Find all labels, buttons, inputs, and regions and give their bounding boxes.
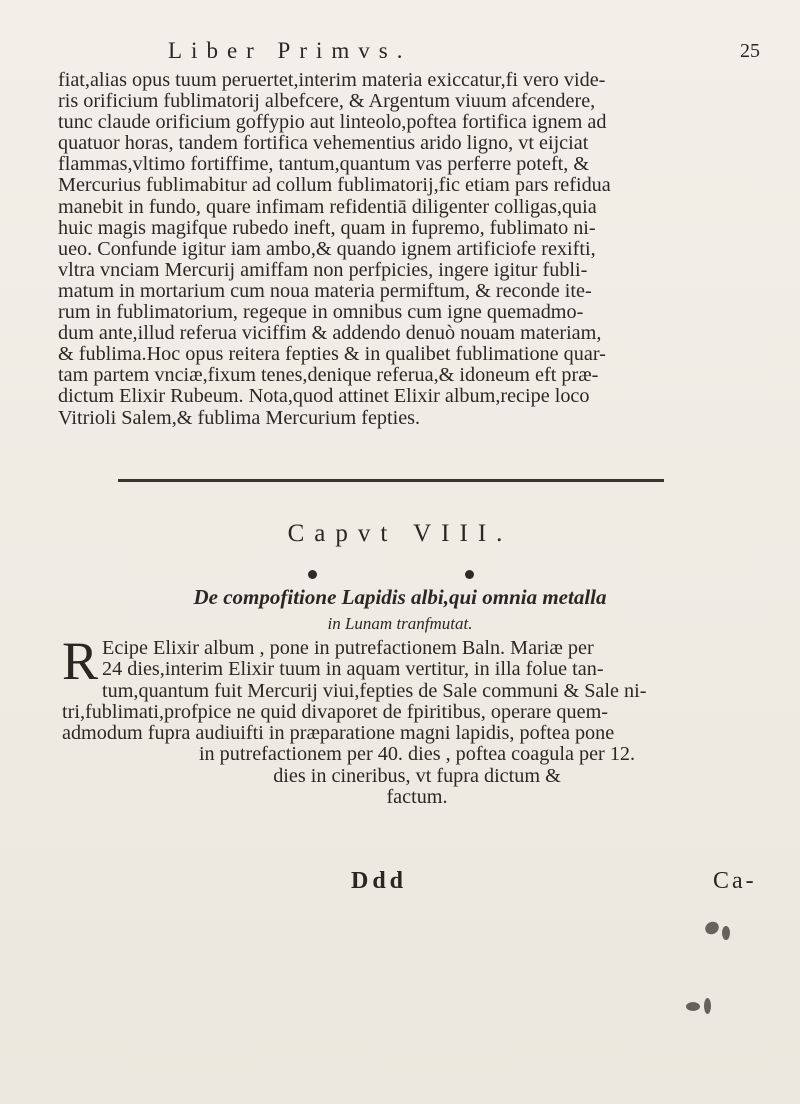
text-line: fiat,alias opus tuum peruertet,interim materia exiccatur,fi vero vide- [58,69,606,91]
running-head [168,38,760,68]
text-line: vltra vnciam Mercurij amiffam non perfpicies, ingere igitur fubli- [58,258,588,281]
section-divider-rule [118,479,664,482]
page-number: 25 [740,40,760,62]
text-line: manebit in fundo, quare infimam refidentiā diligenter colligas,quia [58,195,597,218]
catchword: Ca- [713,868,757,894]
main-text-block [58,70,770,429]
drop-cap: R [62,631,99,691]
signature-mark: Ddd [351,868,408,894]
ornament-dot [308,570,317,579]
text-line: dictum Elixir Rubeum. Nota,quod attinet Elixir album,recipe loco [58,385,590,408]
text-line: & fublima.Hoc opus reitera fepties & in qualibet fublimatione quar- [58,343,606,366]
recipe-paragraph [62,631,772,809]
text-line: Vitrioli Salem,& fublima Mercurium fepties. [58,406,421,429]
text-line: flammas,vltimo fortiffime, tantum,quantum vas perferre poteft, & [58,153,590,176]
text-line: Ecipe Elixir album , pone in putrefactionem Baln. Mariæ per [102,637,594,659]
text-line: tri,fublimati,profpice ne quid divaporet de fpiritibus, operare quem- [62,700,609,723]
text-line: rum in fublimatorium, regeque in omnibus cum igne quemadmo- [58,301,584,324]
chapter-title-continued: in Lunam tranfmutat. [327,614,473,633]
text-line: tam partem vnciæ,fixum tenes,denique referua,& idoneum eft præ- [58,364,599,387]
chapter-heading: Capvt VIII. [287,520,513,547]
text-line: tum,quantum fuit Mercurij viui,fepties de Sale communi & Sale ni- [102,679,647,702]
text-line: 24 dies,interim Elixir tuum in aquam vertitur, in illa folue tan- [102,658,604,681]
running-head-title: Liber Primvs. [168,38,412,63]
text-line: dies in cineribus, vt fupra dictum & [273,764,561,787]
text-line: quatuor horas, tandem fortifica vehementius arido ligno, vt eijciat [58,132,589,155]
ornament-dot [465,570,474,579]
text-line: in putrefactionem per 40. dies , poftea coagula per 12. [198,743,636,766]
chapter-title: De compofitione Lapidis albi,qui omnia metalla [193,585,607,609]
ink-stain [686,1002,700,1011]
text-line: Mercurius fublimabitur ad collum fublimatorij,fic etiam pars refidua [58,174,611,197]
text-line: admodum fupra audiuifti in præparatione magni lapidis, poftea pone [62,722,615,745]
text-line: dum ante,illud referua viciffim & addendo denuò nouam materiam, [58,322,602,345]
ornament-dots [0,568,800,582]
ink-stain [703,919,721,936]
text-line: ris orificium fublimatorij albefcere, & Argentum viuum afcendere, [58,90,596,113]
text-line: ueo. Confunde igitur iam ambo,& quando ignem artificiofe rexifti, [58,237,596,260]
ink-stain [722,926,730,940]
ink-stain [704,998,711,1014]
text-line: tunc claude orificium goffypio aut linteolo,poftea fortifica ignem ad [58,111,607,134]
text-line: factum. [386,786,448,809]
text-line: matum in mortarium cum noua materia permiftum, & reconde ite- [58,279,592,302]
text-line: huic magis magifque rubedo ineft, quam in fupremo, fublimato ni- [58,216,596,239]
